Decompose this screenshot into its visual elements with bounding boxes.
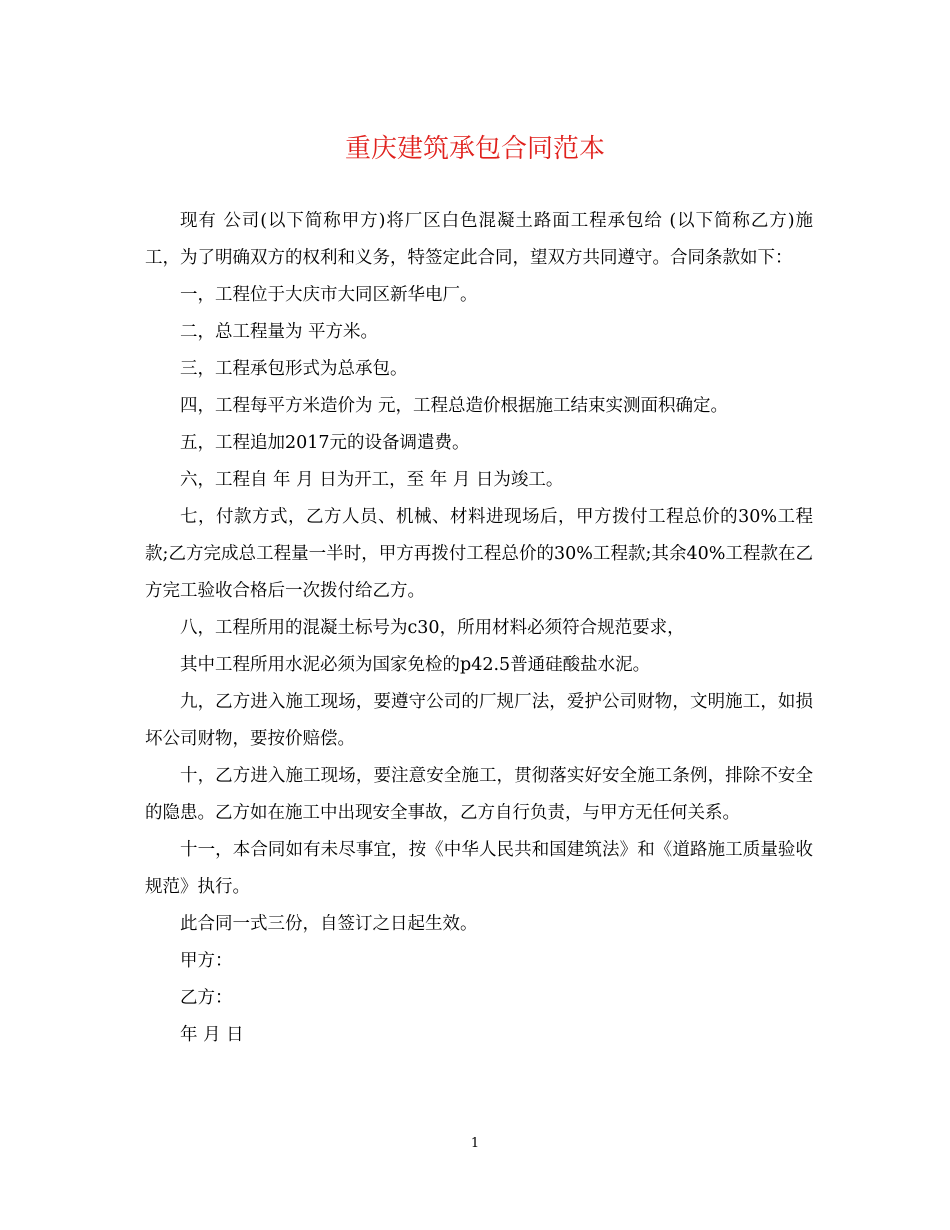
effective-clause: 此合同一式三份，自签订之日起生效。 (180, 914, 478, 934)
clause-3: 三，工程承包形式为总承包。 (180, 359, 408, 379)
clause-11: 十一，本合同如有未尽事宜，按《中华人民共和国建筑法》和《道路施工质量验收规范》执行。 (145, 840, 813, 897)
party-a-signature: 甲方： (180, 951, 233, 971)
clause-5: 五，工程追加2017元的设备调遣费。 (180, 433, 470, 453)
clause-4: 四，工程每平方米造价为 元，工程总造价根据施工结束实测面积确定。 (180, 396, 729, 416)
clause-6: 六，工程自 年 月 日为开工，至 年 月 日为竣工。 (180, 470, 564, 490)
clause-9: 九，乙方进入施工现场，要遵守公司的厂规厂法，爱护公司财物，文明施工，如损坏公司财物，要按价赔偿。 (145, 692, 813, 749)
clause-8-continued: 其中工程所用水泥必须为国家免检的p42.5普通硅酸盐水泥。 (180, 655, 651, 675)
party-b-signature: 乙方： (180, 988, 233, 1008)
clause-10: 十，乙方进入施工现场，要注意安全施工，贯彻落实好安全施工条例，排除不安全的隐患。乙方如在施工中出现安全事故，乙方自行负责，与甲方无任何关系。 (145, 766, 813, 823)
document-body (145, 203, 813, 1054)
clause-1: 一，工程位于大庆市大同区新华电厂。 (180, 285, 478, 305)
paragraph-preamble: 现有 公司(以下简称甲方)将厂区白色混凝土路面工程承包给 (以下简称乙方)施工，为了明确双方的权利和义务，特签定此合同，望双方共同遵守。合同条款如下： (145, 211, 813, 268)
clause-7: 七，付款方式，乙方人员、机械、材料进现场后，甲方拨付工程总价的30%工程款;乙方完成总工程量一半时，甲方再拨付工程总价的30%工程款;其余40%工程款在乙方完工验收合格后一次拨付给乙方。 (145, 507, 813, 601)
page-number: 1 (470, 1136, 480, 1151)
document-title: 重庆建筑承包合同范本 (344, 134, 605, 164)
clause-2: 二，总工程量为 平方米。 (180, 322, 379, 342)
clause-8: 八，工程所用的混凝土标号为c30，所用材料必须符合规范要求， (180, 618, 685, 638)
signing-date: 年 月 日 (180, 1025, 244, 1045)
